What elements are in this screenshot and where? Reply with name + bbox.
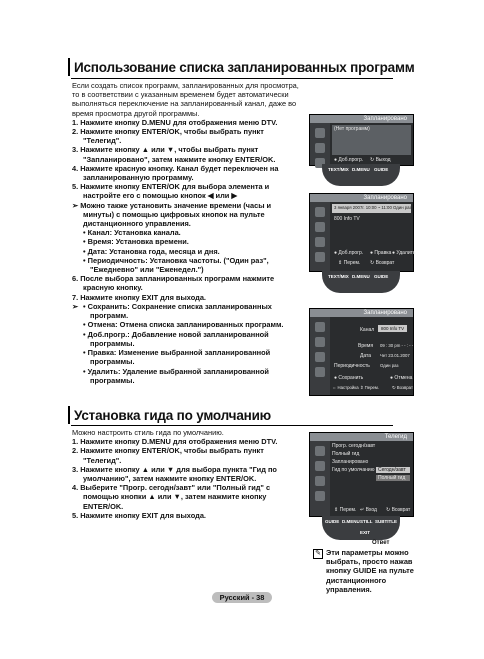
screen-foot: ↻ Возврат [370,260,395,266]
bullet: • Время: Установка времени. [83,237,189,247]
field-label: Канал [360,327,375,333]
screen-text: 3 января 2007г. 10:00 ~ 11:00 Один раз [334,205,412,210]
menu-item: Запланировано [332,459,369,465]
screen-foot: ● Удалить [392,250,416,256]
bullet: • Отмена: Отмена списка запланированных программ. [83,320,284,330]
remote-key: TEXT/MIX [328,274,349,279]
remote-key: D.MENU [352,167,370,172]
remote-key: EXIT [360,530,371,535]
screen-foot: ↻ Возврат [392,385,413,390]
menu-item: Прогр. сегодн/завт [332,443,376,449]
remote-key: TEXT/MIX [328,167,349,172]
bullet: • Дата: Установка года, месяца и дня. [83,246,220,256]
remote-key: D.MENU [352,274,370,279]
screen-foot: ↻ Возврат [386,507,411,513]
bullet: • Канал: Установка канала. [83,228,181,238]
step: 3. Нажмите кнопку ▲ или ▼ для выбора пункта "Гид по умолчанию", затем нажмите кнопку ENTER/OK. [72,464,277,484]
screen-header: Телегид [310,433,413,441]
remote-key: GUIDE [325,519,340,524]
step: 2. Нажмите кнопку ENTER/OK, чтобы выбрать пункт "Телегид". [72,127,264,146]
step: 5. Нажмите кнопку ENTER/OK для выбора элемента и настройте его с помощью кнопок ◀ или ▶ [72,182,270,201]
field-value: 09 : 30 pm - - : - - [380,343,414,348]
section-bar [68,406,70,424]
screen-sidebar [310,202,330,271]
remote-key: SUBTITLE [375,519,397,524]
field-label: Время [358,343,374,349]
screen-foot: ● Сохранить [334,375,364,381]
screen-foot: ● Правка [370,250,392,256]
remote-control-image [322,271,400,293]
step: 6. После выбора запланированных программ нажмите красную кнопку. [72,274,275,293]
menu-item: Полный гид [332,451,360,457]
section-title: Установка гида по умолчанию [74,408,272,423]
screen-text: (Нет программ) [334,126,370,132]
field-value-selected: 800 Info TV [378,325,407,332]
field-label: Дата [360,353,372,359]
bullet: • Удалить: Удаление выбранной запланированной программы. [83,366,269,385]
step: 3. Нажмите кнопку ▲ или ▼, чтобы выбрать пункт "Запланировано", затем нажмите кнопку ENTER/OK. [72,145,276,164]
section-title: Использование списка запланированных программ [74,60,415,75]
page-number: Русский - 38 [212,592,272,603]
bullet: • Доб.прогр.: Добавление новой запланированной программы. [83,329,269,348]
tip-text: Эти параметры можно выбрать, просто нажав кнопку GUIDE на пульте дистанционного управления. [326,548,414,594]
tv-screen-scheduled-empty [309,114,414,166]
section-rule [71,78,393,79]
note-text: ➣ Можно также установить значение времени (часы и минуты) с помощью цифровых кнопок на пульте дистанционного управления. [72,200,272,229]
step: 1. Нажмите кнопку D.MENU для отображения меню DTV. [72,117,278,127]
intro-text: Если создать список программ, запланированных для просмотра, то в соответствии с указанным временем будет автоматически выполняться переключение на запланированный канал, даже во время просмотра другой программы. [72,81,299,118]
screen-foot: ↵ Вход [360,507,377,513]
section2-body [72,428,304,520]
section-rule [71,425,393,426]
screen-foot: ● Отмена [390,375,413,381]
remote-key: D.MENU [342,519,360,524]
step: 4. Выберите "Прогр. сегодн/завт" или "Полный гид" с помощью кнопки ▲ или ▼, затем нажмите кнопку ENTER/OK. [72,483,271,511]
bullet: • Сохранить: Сохранение списка запланированных программ. [83,302,272,321]
note-arrow: ➣ [72,301,79,311]
remote-label: Ответ [372,540,390,546]
option-selected: Сегодн/завт [376,467,410,473]
step: 2. Нажмите кнопку ENTER/OK, чтобы выбрать пункт "Телегид". [72,446,264,465]
field-value: Чет 23.01.2007 [380,353,410,358]
step: 7. Нажмите кнопку EXIT для выхода. [72,292,206,302]
section-bar [68,58,70,76]
intro-text: Можно настроить стиль гида по умолчанию. [72,428,224,437]
screen-foot: ● Доб.прогр. [334,250,364,256]
remote-key: GUIDE [374,274,389,279]
field-label: Периодичность [334,363,370,369]
section1-body [72,81,304,385]
remote-control-image [322,516,400,540]
remote-key: GUIDE [374,167,389,172]
screen-header: Запланировано [310,309,413,317]
tv-screen-guide-menu [309,432,414,517]
screen-foot: ⇕ Перем. [334,507,357,513]
screen-foot: ⇔ Настройка ⇕ Перем. [332,385,380,390]
screen-header: Запланировано [310,115,413,123]
screen-sidebar [310,123,330,165]
field-value: Один раз [380,363,399,368]
tv-screen-scheduled-list [309,193,414,272]
step: 4. Нажмите красную кнопку. Канал будет переключен на запланированную программу. [72,163,279,183]
option: Полный гид [376,475,410,481]
note-icon: ✎ [313,549,323,559]
tv-screen-scheduled-edit [309,308,414,396]
screen-text: 800 Info TV [334,216,360,222]
screen-sidebar [310,317,330,395]
screen-foot: ⇕ Перем. [338,260,361,266]
bullet: • Правка: Изменение выбранной запланированной программы. [83,348,271,367]
bullet: • Периодичность: Установка частоты. ("Один раз", "Ежедневно" или "Еженедел.") [83,255,269,275]
step: 5. Нажмите кнопку EXIT для выхода. [72,510,206,520]
menu-item: Гид по умолчанию [332,467,375,473]
remote-key: STILL [360,519,373,524]
screen-foot: ↻ Выход [370,157,391,163]
screen-foot: ● Доб.прогр. [334,157,364,163]
step: 1. Нажмите кнопку D.MENU для отображения меню DTV. [72,437,278,447]
screen-header: Запланировано [310,194,413,202]
remote-control-image [322,164,400,186]
screen-sidebar [310,441,330,516]
